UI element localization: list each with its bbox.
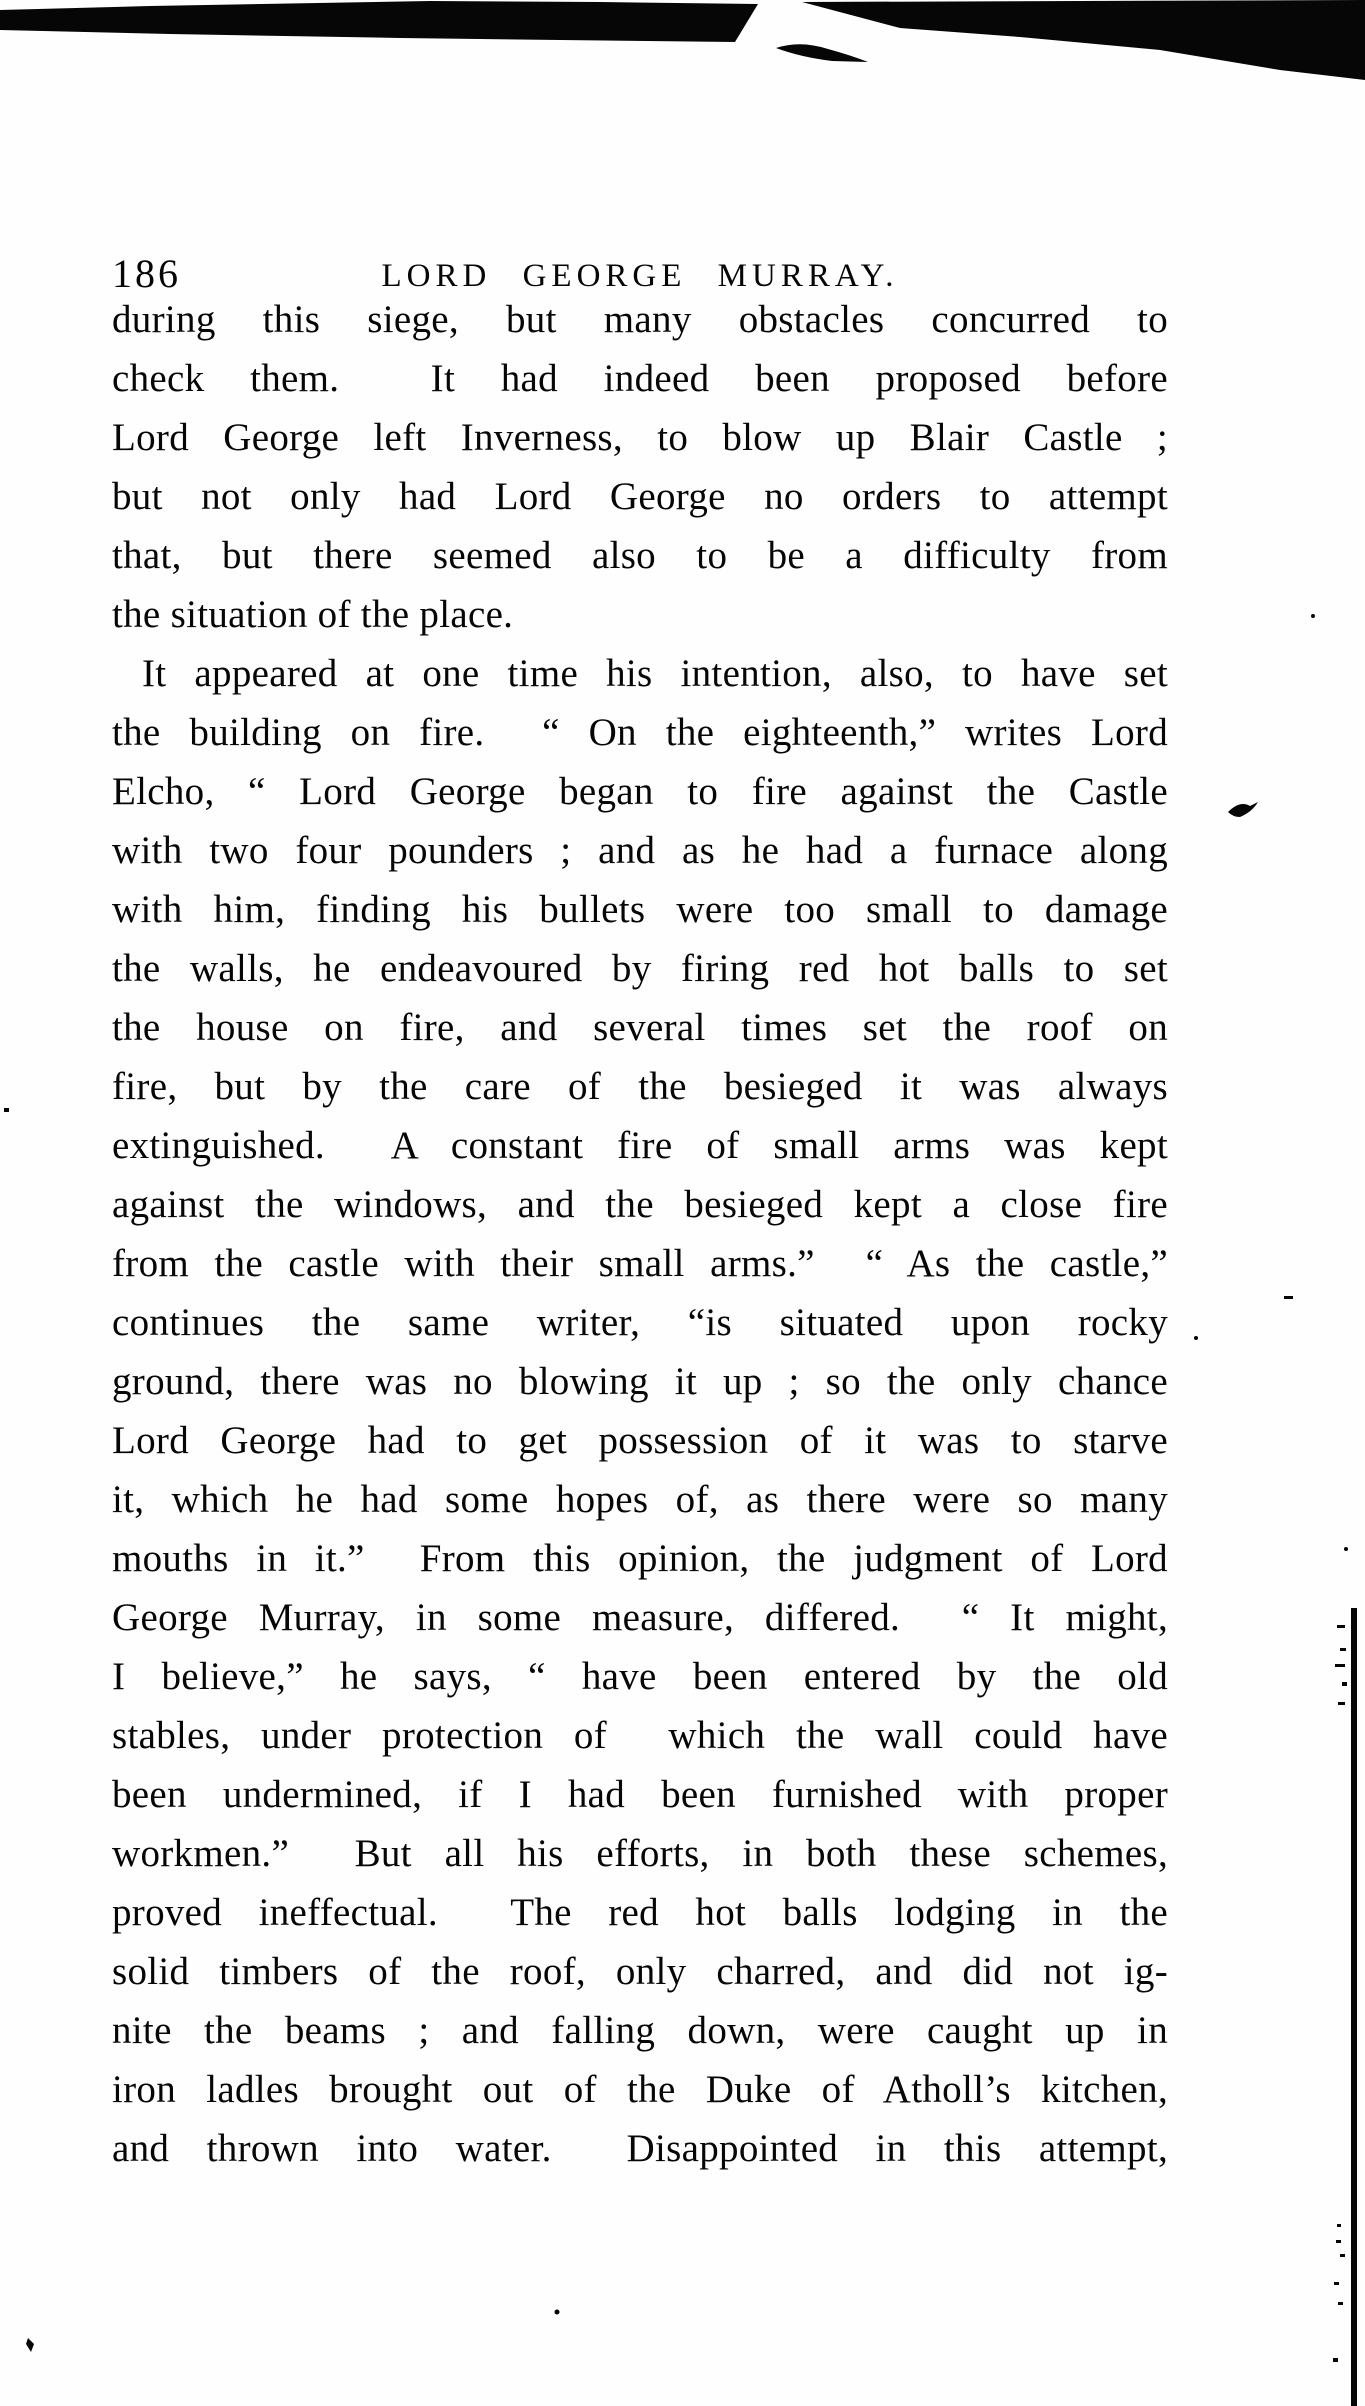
scan-speck [1333,2358,1338,2362]
scan-speck [1336,2240,1341,2243]
text-line: it, which he had some hopes of, as there were so many [112,1478,1168,1521]
scan-speck [1338,1702,1345,1705]
text-line: the building on fire. “ On the eighteenth,” writes Lord [112,711,1168,754]
text-line: mouths in it.” From this opinion, the judgment of Lord [112,1537,1168,1580]
page-edge-rule [1351,1608,1357,2406]
text-line: but not only had Lord George no orders to attempt [112,475,1168,518]
text-line: nite the beams ; and falling down, were caught up in [112,2009,1168,2052]
scan-speck [1340,2254,1345,2257]
text-line: from the castle with their small arms.” “ As the castle,” [112,1242,1168,1285]
scan-band-top-left [0,1,758,42]
scan-speck [1334,2282,1339,2285]
scan-speck [1344,1547,1348,1551]
text-line: the walls, he endeavoured by firing red hot balls to set [112,947,1168,990]
text-line: extinguished. A constant fire of small arms was kept [112,1124,1168,1167]
text-line: iron ladles brought out of the Duke of Atholl’s kitchen, [112,2068,1168,2111]
scan-speck [26,2338,34,2352]
body-text [112,290,1168,2178]
scan-speck [555,2310,560,2315]
text-line: with two four pounders ; and as he had a furnace along [112,829,1168,872]
ink-blot [1228,802,1258,817]
text-line: Lord George left Inverness, to blow up Blair Castle ; [112,416,1168,459]
text-line: against the windows, and the besieged kept a close fire [112,1183,1168,1226]
text-line: the situation of the place. [112,593,514,636]
text-line: solid timbers of the roof, only charred, and did not ig- [112,1950,1168,1993]
text-line: I believe,” he says, “ have been entered by the old [112,1655,1168,1698]
text-line: It appeared at one time his intention, also, to have set [142,652,1168,695]
text-line: check them. It had indeed been proposed before [112,357,1168,400]
scan-swoosh-mark [776,44,868,62]
text-line: and thrown into water. Disappointed in this attempt, [112,2127,1168,2170]
scan-speck [4,1108,9,1112]
text-line: George Murray, in some measure, differed. “ It might, [112,1596,1168,1639]
scan-speck [1340,1648,1346,1651]
scan-speck [1337,2224,1341,2227]
text-line: been undermined, if I had been furnished with proper [112,1773,1168,1816]
text-line: the house on fire, and several times set the roof on [112,1006,1168,1049]
text-line: Elcho, “ Lord George began to fire against the Castle [112,770,1168,813]
page-number: 186 [112,251,181,296]
scan-speck [1311,614,1315,618]
text-line: continues the same writer, “is situated upon rocky [112,1301,1168,1344]
running-header: LORD GEORGE MURRAY. [381,258,899,294]
scan-speck [1194,1336,1198,1340]
scan-speck [1342,1682,1347,1686]
text-line: ground, there was no blowing it up ; so the only chance [112,1360,1168,1403]
text-line: with him, finding his bullets were too small to damage [112,888,1168,931]
scan-band-top-right [802,0,1365,80]
text-line: proved ineffectual. The red hot balls lodging in the [112,1891,1168,1934]
text-line: during this siege, but many obstacles concurred to [112,298,1168,341]
text-line: Lord George had to get possession of it was to starve [112,1419,1168,1462]
text-line: fire, but by the care of the besieged it was always [112,1065,1168,1108]
scan-speck [1338,2302,1343,2305]
scan-speck [1337,1625,1345,1628]
text-line: that, but there seemed also to be a difficulty from [112,534,1168,577]
text-line: stables, under protection of which the wall could have [112,1714,1168,1757]
text-line: workmen.” But all his efforts, in both these schemes, [112,1832,1168,1875]
scan-speck [1284,1296,1293,1299]
scan-speck [1335,1664,1345,1667]
